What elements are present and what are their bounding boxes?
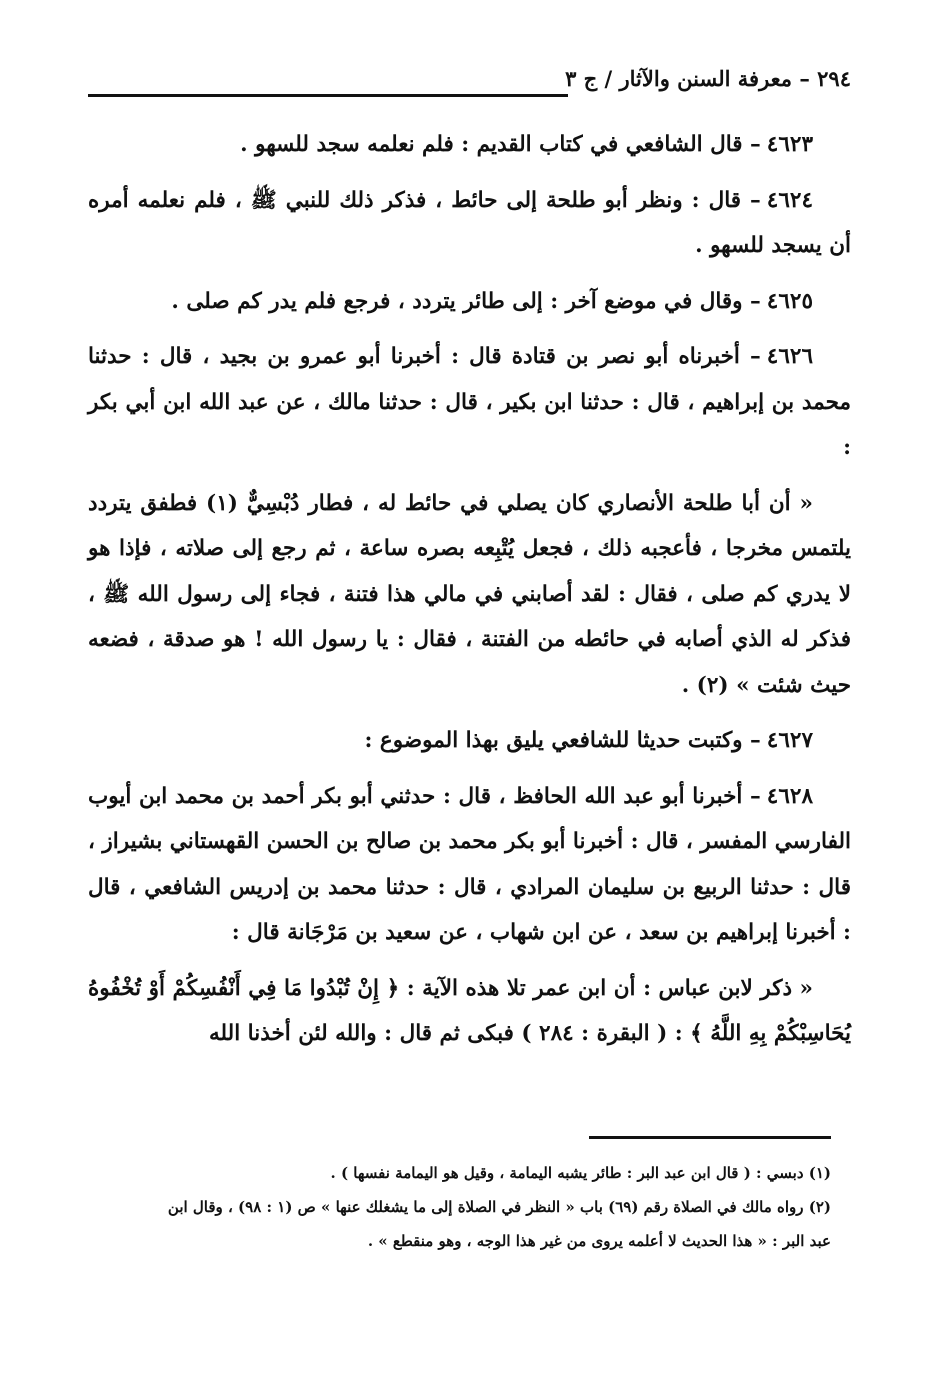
quote-text: « ذكر لابن عباس : أن ابن عمر تلا هذه الآية : ﴿ إِنْ تُبْدُوا مَا فِي أَنْفُسِكُمْ أَوْ تُخْفُوهُ يُحَاسِبْكُمْ بِهِ اللَّهُ ﴾ : ( البقرة : ٢٨٤ ) فبكى ثم قال : والله لئن أخذنا الله xyxy=(88,975,851,1046)
running-header: ٢٩٤ – معرفة السنن والآثار / ج ٣ xyxy=(565,66,851,91)
paragraph-number: ٤٦٢٧ xyxy=(766,728,813,753)
paragraph-4626 xyxy=(88,334,851,471)
paragraph-text: – قال : ونظر أبو طلحة إلى حائط ، فذكر ذلك للنبي ﷺ ، فلم نعلمه أمره أن يسجد للسهو . xyxy=(88,187,851,258)
main-text xyxy=(88,122,851,1067)
hadith-quote-abu-talha xyxy=(88,481,851,709)
quote-text: « أن أبا طلحة الأنصاري كان يصلي في حائط له ، فطار دُبْسِيٌّ (١) فطفق يتردد يلتمس مخرجا ، فأعجبه ذلك ، فجعل يُتْبِعه بصره ساعة ، ثم رجع إلى صلاته ، فإذا هو لا يدري كم صلى ، فقال : لقد أصابني في مالي هذا فتنة ، فجاء إلى رسول الله ﷺ ، فذكر له الذي أصابه في حائطه من الفتنة ، فقال : يا رسول الله ! هو صدقة ، فضعه حيث شئت » (٢) . xyxy=(88,490,851,698)
paragraph-text: – وقال في موضع آخر : إلى طائر يتردد ، فرجع فلم يدر كم صلى . xyxy=(171,288,761,314)
paragraph-4624 xyxy=(88,178,851,269)
paragraph-number: ٤٦٢٨ xyxy=(766,783,813,809)
paragraph-4628 xyxy=(88,774,851,956)
footnote-2: (٢) رواه مالك في الصلاة رقم (٦٩) باب « النظر في الصلاة إلى ما يشغلك عنها » ص (١ : ٩٨) ، وقال ابن عبد البر : « هذا الحديث لا أعلمه يروى من غير هذا الوجه ، وهو منقطع » . xyxy=(167,1198,831,1250)
paragraph-4627 xyxy=(88,718,851,764)
paragraph-text: – أخبرناه أبو نصر بن قتادة قال : أخبرنا أبو عمرو بن بجيد ، قال : حدثنا محمد بن إبراهيم ، قال : حدثنا ابن بكير ، قال : حدثنا مالك ، عن عبد الله ابن أبي بكر : xyxy=(88,344,851,460)
paragraph-number: ٤٦٢٣ xyxy=(766,132,813,157)
paragraph-number: ٤٦٢٦ xyxy=(766,344,813,369)
footnote-1: (١) دبسي : ( قال ابن عبد البر : طائر يشبه اليمامة ، وقيل هو اليمامة نفسها ) . xyxy=(330,1164,831,1182)
paragraph-4625 xyxy=(88,279,851,325)
paragraph-text: – قال الشافعي في كتاب القديم : فلم نعلمه سجد للسهو . xyxy=(240,132,761,157)
paragraph-4623 xyxy=(88,122,851,168)
footnotes xyxy=(160,1156,831,1258)
footnote-rule xyxy=(589,1136,831,1139)
paragraph-text: – أخبرنا أبو عبد الله الحافظ ، قال : حدثني أبو بكر أحمد بن محمد ابن أيوب الفارسي المفسر ، قال : أخبرنا أبو بكر محمد بن صالح بن الحسن القهستاني بشيراز ، قال : حدثنا الربيع بن سليمان المرادي ، قال : حدثنا محمد بن إدريس الشافعي ، قال : أخبرنا إبراهيم بن سعد ، عن ابن شهاب ، عن سعيد بن مَرْجَانة قال : xyxy=(88,783,851,945)
hadith-quote-ibn-abbas xyxy=(88,966,851,1057)
header-rule xyxy=(88,94,568,97)
page-header xyxy=(88,64,851,104)
paragraph-number: ٤٦٢٤ xyxy=(766,187,813,213)
paragraph-text: – وكتبت حديثا للشافعي يليق بهذا الموضوع : xyxy=(364,728,761,753)
paragraph-number: ٤٦٢٥ xyxy=(766,288,813,314)
